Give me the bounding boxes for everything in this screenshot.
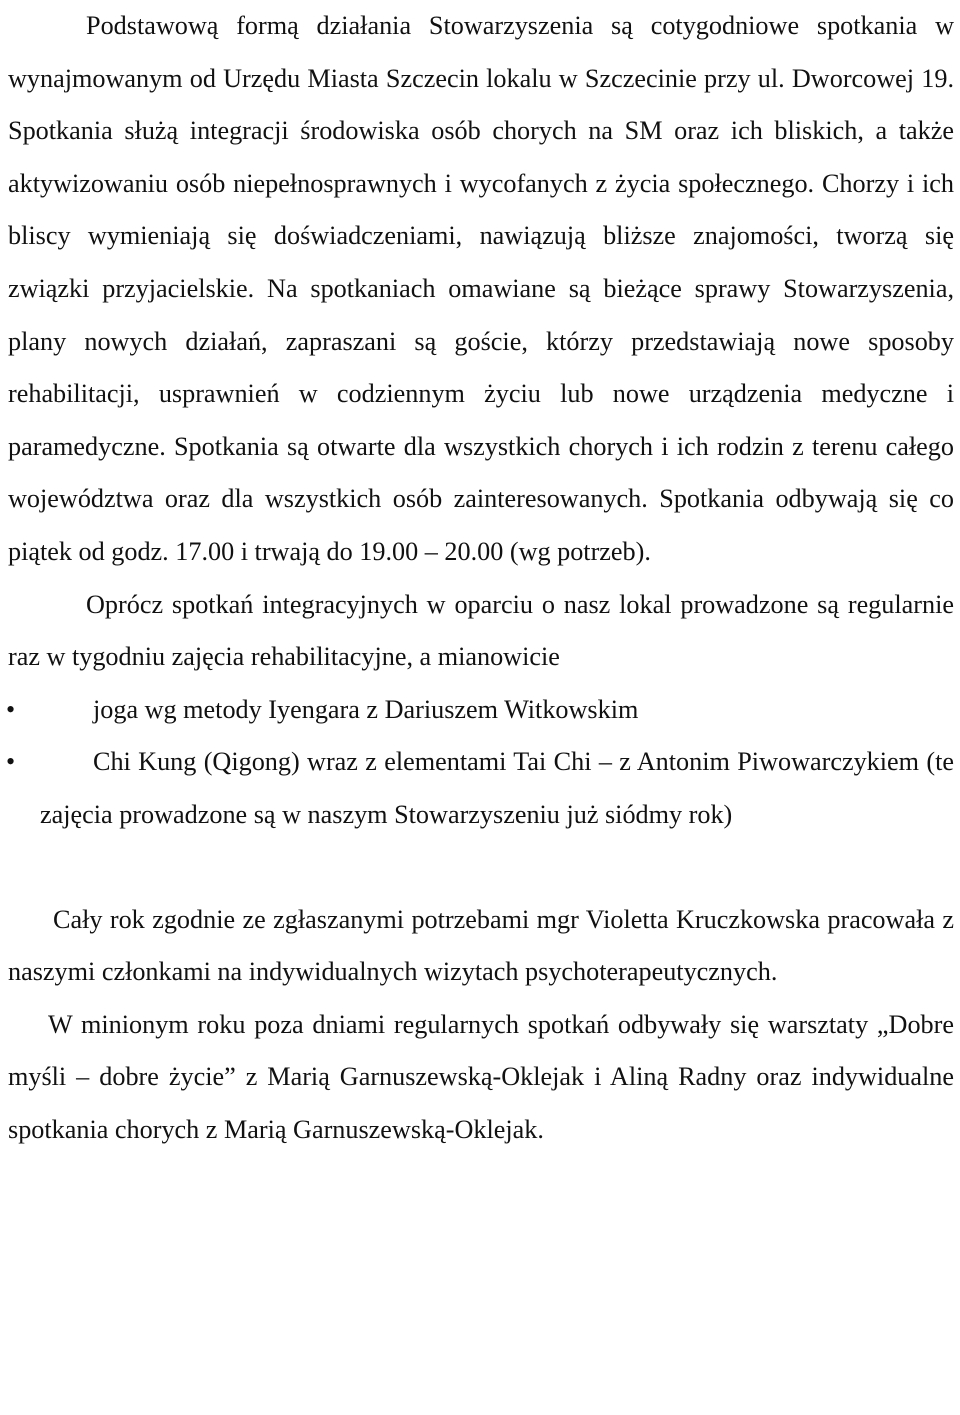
list-item bbox=[8, 736, 954, 841]
paragraph-workshops: W minionym roku poza dniami regularnych spotkań odbywały się warsztaty „Dobre myśli – dobre życie” z Marią Garnuszewską-Oklejak i Aliną Radny oraz indywidualne spotkania chorych z Marią Garnuszewską-Oklejak. bbox=[8, 1009, 954, 1144]
bullet-icon: • bbox=[6, 694, 16, 724]
document-page bbox=[8, 0, 954, 1156]
rehabilitation-list bbox=[8, 684, 954, 842]
bullet-icon: • bbox=[6, 747, 16, 777]
paragraph-rehabilitation-intro: Oprócz spotkań integracyjnych w oparciu o nasz lokal prowadzone są regularnie raz w tygodniu zajęcia rehabilitacyjne, a mianowicie bbox=[8, 589, 954, 672]
list-item bbox=[8, 684, 954, 737]
list-item-text: Chi Kung (Qigong) wraz z elementami Tai Chi – z Antonim Piwowarczykiem (te zajęcia prowadzone są w naszym Stowarzyszeniu już siódmy rok) bbox=[40, 747, 954, 829]
paragraph-meetings: Podstawową formą działania Stowarzyszenia są cotygodniowe spotkania w wynajmowanym od Urzędu Miasta Szczecin lokalu w Szczecinie przy ul. Dworcowej 19. Spotkania służą integracji środowiska osób chorych na SM oraz ich bliskich, a także aktywizowaniu osób niepełnosprawnych i wycofanych z życia społecznego. Chorzy i ich bliscy wymieniają się doświadczeniami, nawiązują bliższe znajomości, tworzą się związki przyjacielskie. Na spotkaniach omawiane są bieżące sprawy Stowarzyszenia, plany nowych działań, zapraszani są goście, którzy przedstawiają nowe sposoby rehabilitacji, usprawnień w codziennym życiu lub nowe urządzenia medyczne i paramedyczne. Spotkania są otwarte dla wszystkich chorych i ich rodzin z terenu całego województwa oraz dla wszystkich osób zainteresowanych. Spotkania odbywają się co piątek od godz. 17.00 i trwają do 19.00 – 20.00 (wg potrzeb). bbox=[8, 11, 954, 566]
list-item-text: joga wg metody Iyengara z Dariuszem Witkowskim bbox=[93, 694, 639, 724]
spacer bbox=[8, 842, 954, 894]
paragraph-psychotherapy: Cały rok zgodnie ze zgłaszanymi potrzebami mgr Violetta Kruczkowska pracowała z naszymi członkami na indywidualnych wizytach psychoterapeutycznych. bbox=[8, 904, 954, 987]
